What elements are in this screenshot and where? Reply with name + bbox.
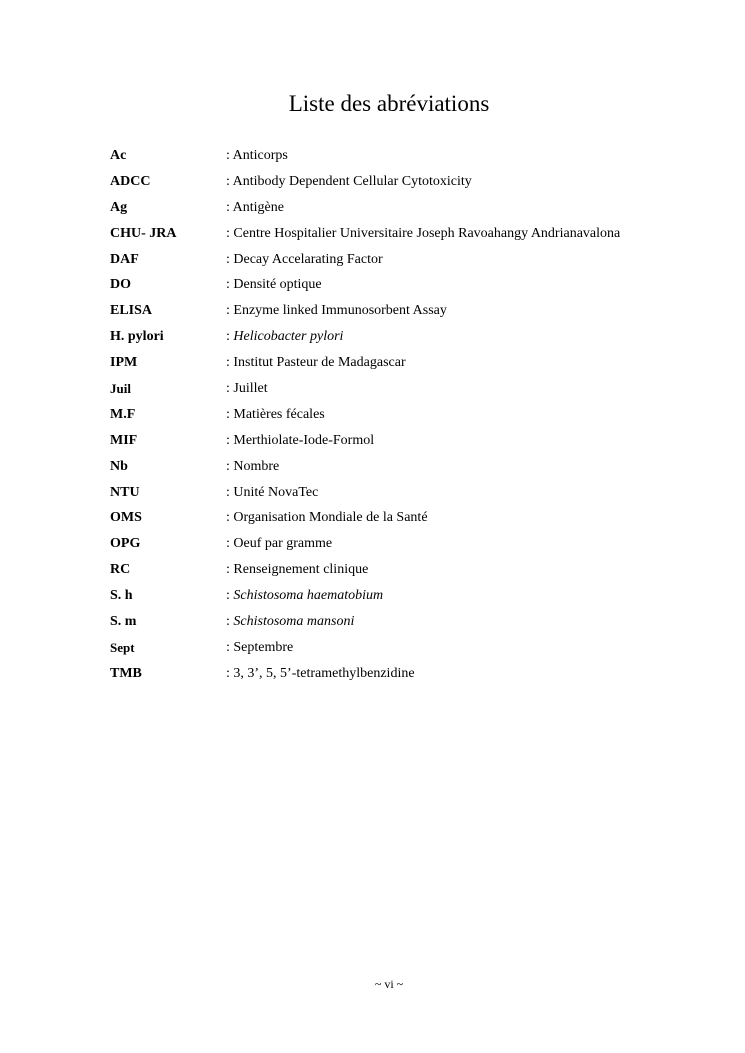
definition-text: Helicobacter pylori bbox=[233, 329, 344, 345]
abbreviation-term: Ac bbox=[110, 147, 127, 163]
abbreviation-row bbox=[110, 298, 730, 324]
abbreviation-term: IPM bbox=[110, 355, 138, 371]
abbreviation-term: NTU bbox=[110, 484, 140, 500]
abbreviation-row bbox=[110, 195, 730, 221]
abbreviation-row bbox=[110, 143, 730, 169]
definition-colon: : bbox=[226, 613, 234, 629]
abbreviation-definition: : Centre Hospitalier Universitaire Joseph Ravoahangy Andrianavalona bbox=[226, 225, 621, 241]
abbreviation-list bbox=[110, 143, 730, 687]
abbreviation-term: Sept bbox=[110, 639, 135, 655]
definition-text: Schistosoma haematobium bbox=[233, 588, 384, 604]
abbreviation-row bbox=[110, 402, 730, 428]
abbreviation-definition: : Merthiolate-Iode-Formol bbox=[226, 432, 375, 448]
abbreviation-term: MIF bbox=[110, 432, 138, 448]
abbreviation-definition: : Septembre bbox=[226, 639, 294, 655]
abbreviation-definition: : Decay Accelarating Factor bbox=[226, 251, 383, 267]
abbreviation-definition: : Juillet bbox=[226, 380, 268, 396]
abbreviation-definition: : Antibody Dependent Cellular Cytotoxicity bbox=[226, 173, 472, 189]
abbreviation-row bbox=[110, 350, 730, 376]
abbreviation-term: OPG bbox=[110, 536, 141, 552]
abbreviation-term: ADCC bbox=[110, 173, 151, 189]
abbreviation-row bbox=[110, 505, 730, 531]
abbreviation-term: CHU- JRA bbox=[110, 225, 177, 241]
abbreviation-definition: : Organisation Mondiale de la Santé bbox=[226, 510, 428, 526]
page-number: ~ vi ~ bbox=[374, 977, 404, 991]
abbreviation-term: RC bbox=[110, 562, 131, 578]
abbreviation-definition: : Densité optique bbox=[226, 277, 322, 293]
definition-colon: : bbox=[226, 329, 234, 345]
abbreviation-definition bbox=[226, 614, 730, 630]
abbreviation-term: S. m bbox=[110, 613, 137, 629]
definition-colon: : bbox=[226, 588, 234, 604]
abbreviation-row bbox=[110, 480, 730, 506]
abbreviation-definition: : Antigène bbox=[226, 199, 284, 215]
abbreviation-definition: : Anticorps bbox=[226, 147, 288, 163]
abbreviation-definition: : Enzyme linked Immunosorbent Assay bbox=[226, 303, 447, 319]
abbreviation-definition: : Unité NovaTec bbox=[226, 484, 319, 500]
abbreviation-term: Juil bbox=[110, 380, 131, 396]
abbreviation-term: M.F bbox=[110, 406, 136, 422]
abbreviation-term: Nb bbox=[110, 458, 128, 474]
definition-text: Schistosoma mansoni bbox=[233, 613, 355, 629]
abbreviation-definition bbox=[226, 329, 730, 345]
abbreviation-row bbox=[110, 221, 730, 247]
abbreviation-definition bbox=[226, 588, 730, 604]
abbreviation-row bbox=[110, 428, 730, 454]
abbreviation-row bbox=[110, 169, 730, 195]
abbreviation-definition: : Matières fécales bbox=[226, 406, 325, 422]
abbreviation-row bbox=[110, 557, 730, 583]
abbreviation-term: OMS bbox=[110, 510, 142, 526]
abbreviation-row bbox=[110, 272, 730, 298]
abbreviation-row bbox=[110, 324, 730, 350]
abbreviation-definition: : Oeuf par gramme bbox=[226, 536, 333, 552]
abbreviation-term: S. h bbox=[110, 588, 133, 604]
abbreviation-row bbox=[110, 583, 730, 609]
abbreviation-term: TMB bbox=[110, 665, 142, 681]
abbreviation-definition: : 3, 3’, 5, 5’-tetramethylbenzidine bbox=[226, 665, 415, 681]
abbreviation-term: Ag bbox=[110, 199, 128, 215]
abbreviation-term: ELISA bbox=[110, 303, 153, 319]
abbreviation-row bbox=[110, 635, 730, 661]
abbreviation-row bbox=[110, 609, 730, 635]
abbreviation-row bbox=[110, 247, 730, 273]
page-title: Liste des abréviations bbox=[288, 91, 490, 116]
abbreviation-definition: : Renseignement clinique bbox=[226, 562, 369, 578]
abbreviation-row bbox=[110, 661, 730, 687]
abbreviation-definition: : Nombre bbox=[226, 458, 280, 474]
abbreviation-row bbox=[110, 531, 730, 557]
abbreviation-term: DO bbox=[110, 277, 131, 293]
abbreviation-definition: : Institut Pasteur de Madagascar bbox=[226, 355, 406, 371]
abbreviation-term: DAF bbox=[110, 251, 139, 267]
abbreviation-row bbox=[110, 376, 730, 402]
abbreviation-row bbox=[110, 454, 730, 480]
abbreviation-term: H. pylori bbox=[110, 329, 164, 345]
